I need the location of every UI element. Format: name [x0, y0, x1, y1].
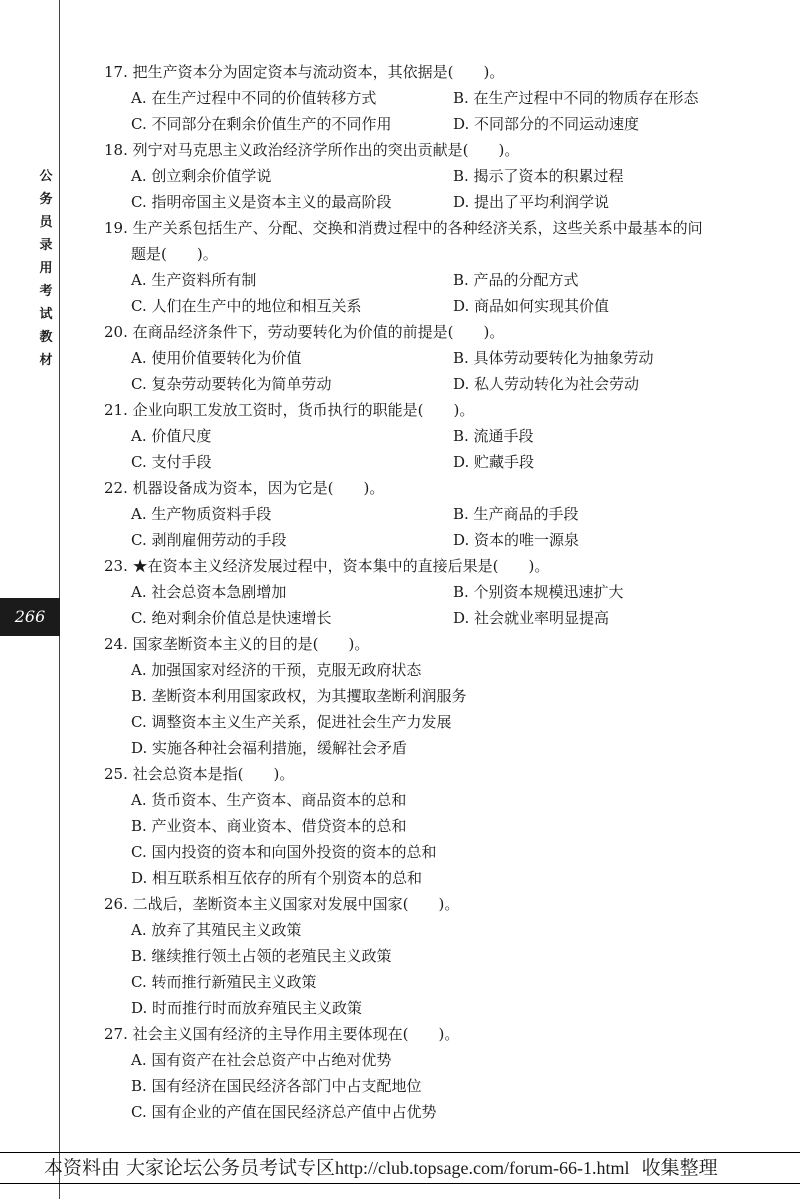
option-a: A. 放弃了其殖民主义政策 [131, 921, 302, 939]
footer-url-link[interactable]: http://club.topsage.com/forum-66-1.html [335, 1158, 630, 1178]
option-b: B. 垄断资本利用国家政权，为其攫取垄断利润服务 [131, 687, 467, 705]
page-number-tab [0, 598, 60, 636]
question-stem: 23. ★在资本主义经济发展过程中，资本集中的直接后果是( )。 [104, 557, 550, 575]
option-a: A. 加强国家对经济的干预，克服无政府状态 [131, 661, 422, 679]
option-c: C. 支付手段 [131, 453, 212, 471]
option-a: A. 生产资料所有制 [131, 271, 257, 289]
option-b: B. 在生产过程中不同的物质存在形态 [453, 89, 699, 107]
option-d: D. 不同部分的不同运动速度 [453, 115, 640, 133]
side-title-char: 试 [39, 307, 53, 322]
option-c: C. 绝对剩余价值总是快速增长 [131, 609, 332, 627]
option-d: D. 社会就业率明显提高 [453, 609, 610, 627]
option-d: D. 商品如何实现其价值 [453, 297, 610, 315]
question-stem: 25. 社会总资本是指( )。 [104, 765, 295, 783]
option-b: B. 国有经济在国民经济各部门中占支配地位 [131, 1077, 422, 1095]
option-b: B. 流通手段 [453, 427, 534, 445]
option-c: C. 复杂劳动要转化为简单劳动 [131, 375, 332, 393]
option-c: C. 国有企业的产值在国民经济总产值中占优势 [131, 1103, 437, 1121]
option-b: B. 具体劳动要转化为抽象劳动 [453, 349, 654, 367]
side-title-char: 录 [39, 238, 53, 253]
option-d: D. 贮藏手段 [453, 453, 535, 471]
option-b: B. 个别资本规模迅速扩大 [453, 583, 624, 601]
option-d: D. 私人劳动转化为社会劳动 [453, 375, 640, 393]
option-b: B. 生产商品的手段 [453, 505, 579, 523]
option-b: B. 继续推行领土占领的老殖民主义政策 [131, 947, 392, 965]
question-stem: 20. 在商品经济条件下，劳动要转化为价值的前提是( )。 [104, 323, 505, 341]
option-c: C. 指明帝国主义是资本主义的最高阶段 [131, 193, 392, 211]
option-b: B. 产业资本、商业资本、借贷资本的总和 [131, 817, 407, 835]
option-d: D. 提出了平均利润学说 [453, 193, 610, 211]
option-d: D. 时而推行时而放弃殖民主义政策 [131, 999, 363, 1017]
option-b: B. 产品的分配方式 [453, 271, 579, 289]
question-stem: 19. 生产关系包括生产、分配、交换和消费过程中的各种经济关系，这些关系中最基本的问 [104, 219, 703, 237]
option-c: C. 剥削雇佣劳动的手段 [131, 531, 287, 549]
option-a: A. 社会总资本急剧增加 [131, 583, 287, 601]
option-c: C. 不同部分在剩余价值生产的不同作用 [131, 115, 392, 133]
option-d: D. 资本的唯一源泉 [453, 531, 580, 549]
side-title-char: 考 [39, 284, 53, 299]
option-a: A. 价值尺度 [131, 427, 212, 445]
option-b: B. 揭示了资本的积累过程 [453, 167, 624, 185]
side-title [38, 165, 54, 372]
question-stem: 27. 社会主义国有经济的主导作用主要体现在( )。 [104, 1025, 460, 1043]
option-c: C. 国内投资的资本和向国外投资的资本的总和 [131, 843, 437, 861]
footer-prefix: 本资料由 大家论坛公务员考试专区 [44, 1157, 336, 1179]
question-stem-cont: 题是( )。 [131, 245, 218, 263]
option-c: C. 人们在生产中的地位和相互关系 [131, 297, 362, 315]
option-a: A. 使用价值要转化为价值 [131, 349, 302, 367]
question-stem: 18. 列宁对马克思主义政治经济学所作出的突出贡献是( )。 [104, 141, 520, 159]
side-title-char: 材 [39, 353, 53, 368]
question-stem: 24. 国家垄断资本主义的目的是( )。 [104, 635, 370, 653]
side-title-char: 员 [39, 215, 53, 230]
option-a: A. 创立剩余价值学说 [131, 167, 272, 185]
footer-suffix: 收集整理 [641, 1157, 718, 1179]
page-number: 266 [14, 607, 46, 626]
option-a: A. 生产物质资料手段 [131, 505, 272, 523]
side-title-char: 公 [39, 169, 53, 184]
side-title-char: 教 [39, 330, 53, 345]
question-stem: 26. 二战后，垄断资本主义国家对发展中国家( )。 [104, 895, 460, 913]
side-title-char: 务 [39, 192, 53, 207]
question-stem: 22. 机器设备成为资本，因为它是( )。 [104, 479, 385, 497]
option-c: C. 调整资本主义生产关系，促进社会生产力发展 [131, 713, 452, 731]
option-a: A. 国有资产在社会总资产中占绝对优势 [131, 1051, 392, 1069]
side-title-char: 用 [39, 261, 53, 276]
footer-text [44, 1155, 718, 1181]
question-stem: 21. 企业向职工发放工资时，货币执行的职能是( )。 [104, 401, 475, 419]
option-c: C. 转而推行新殖民主义政策 [131, 973, 317, 991]
option-d: D. 相互联系相互依存的所有个别资本的总和 [131, 869, 423, 887]
option-d: D. 实施各种社会福利措施，缓解社会矛盾 [131, 739, 408, 757]
footer-banner [0, 1152, 800, 1184]
question-stem: 17. 把生产资本分为固定资本与流动资本，其依据是( )。 [104, 63, 505, 81]
option-a: A. 在生产过程中不同的价值转移方式 [131, 89, 377, 107]
option-a: A. 货币资本、生产资本、商品资本的总和 [131, 791, 407, 809]
